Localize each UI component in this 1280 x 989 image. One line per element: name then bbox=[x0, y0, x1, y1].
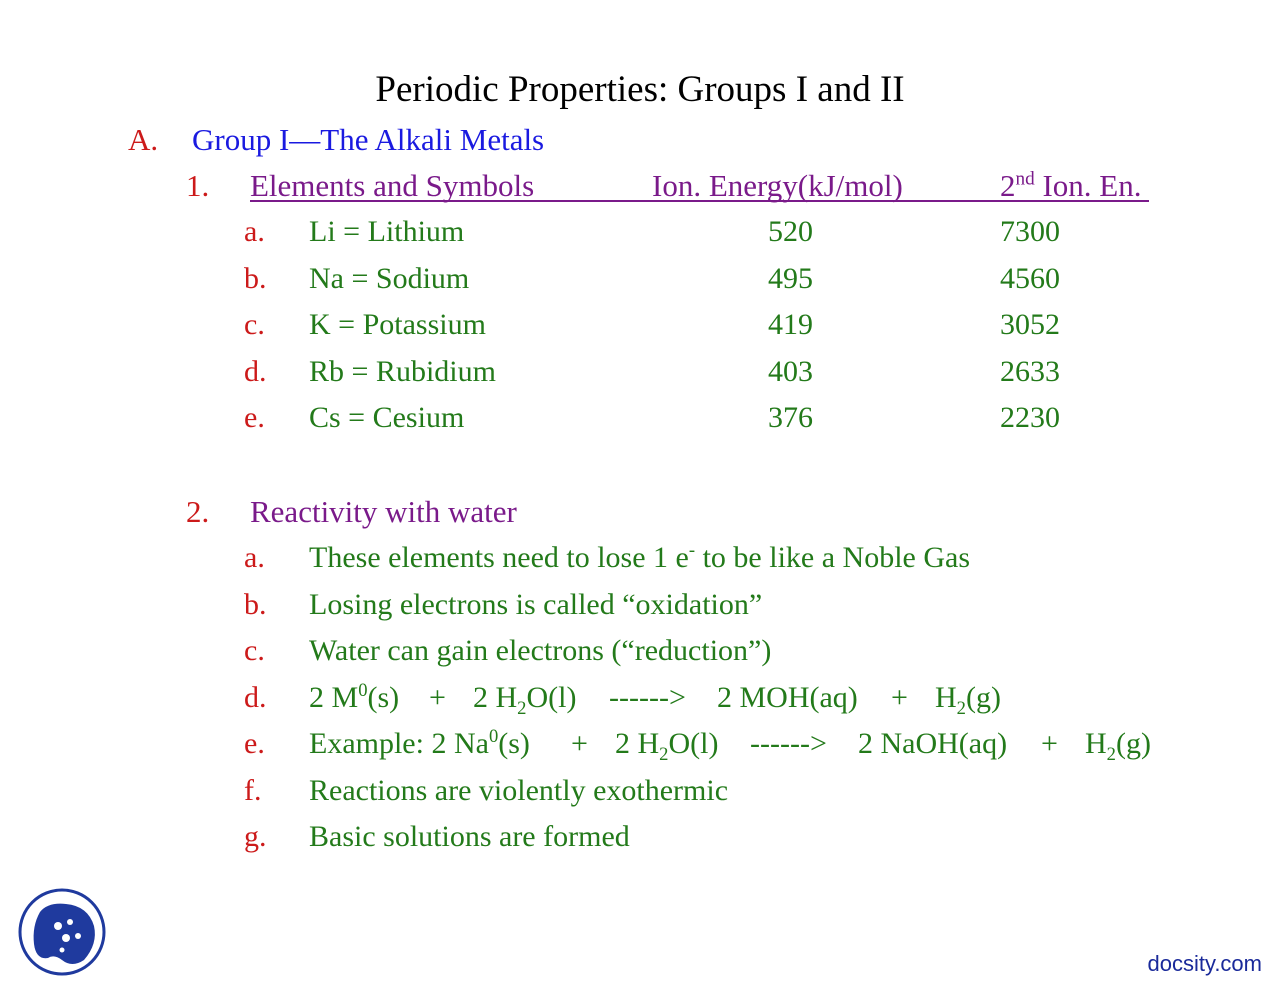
eq-part: (g) bbox=[965, 681, 1001, 714]
reactivity-item-a bbox=[309, 540, 970, 576]
eq-plus: + bbox=[891, 681, 908, 714]
eq-part: H bbox=[1085, 727, 1107, 760]
element-ie1: 419 bbox=[768, 308, 813, 341]
element-ie1: 520 bbox=[768, 215, 813, 248]
text-segment: These elements need to lose 1 e bbox=[309, 541, 689, 574]
element-ie2: 3052 bbox=[1000, 308, 1060, 341]
col-header-second-ion bbox=[1000, 168, 1141, 204]
superscript: - bbox=[688, 540, 696, 561]
eq-sub: 2 bbox=[659, 744, 669, 765]
docsity-brand[interactable]: docsity.com bbox=[1147, 951, 1262, 976]
element-letter: e. bbox=[244, 401, 265, 434]
element-ie1: 495 bbox=[768, 262, 813, 295]
reactivity-item-d-equation bbox=[309, 680, 399, 716]
eq-water bbox=[615, 726, 719, 765]
col-header-elements: Elements and Symbols bbox=[250, 168, 535, 203]
col3-rest: Ion. En. bbox=[1034, 168, 1142, 203]
element-ie2: 2230 bbox=[1000, 401, 1060, 434]
reactivity-letter: b. bbox=[244, 588, 267, 621]
item-2-number: 2. bbox=[186, 494, 210, 529]
element-name: Rb = Rubidium bbox=[309, 355, 496, 388]
element-letter: c. bbox=[244, 308, 265, 341]
reactivity-item-e-equation bbox=[309, 726, 530, 762]
eq-sub: 2 bbox=[956, 698, 966, 719]
element-name: K = Potassium bbox=[309, 308, 486, 341]
eq-arrow: ------> bbox=[609, 681, 686, 714]
reactivity-letter: d. bbox=[244, 681, 267, 714]
col3-sup: nd bbox=[1015, 168, 1035, 190]
eq-hydrogen bbox=[935, 680, 1001, 719]
eq-plus: + bbox=[429, 681, 446, 714]
element-letter: a. bbox=[244, 215, 265, 248]
reactivity-letter: e. bbox=[244, 727, 265, 760]
eq-plus: + bbox=[571, 727, 588, 760]
eq-sup: 0 bbox=[488, 726, 499, 747]
page-title: Periodic Properties: Groups I and II bbox=[375, 69, 905, 110]
reactivity-item-f: Reactions are violently exothermic bbox=[309, 774, 729, 807]
element-ie2: 2633 bbox=[1000, 355, 1060, 388]
element-ie2: 4560 bbox=[1000, 262, 1060, 295]
element-ie2: 7300 bbox=[1000, 215, 1060, 248]
section-a-heading: Group I—The Alkali Metals bbox=[192, 122, 545, 157]
eq-arrow: ------> bbox=[750, 727, 827, 760]
eq-part: O(l) bbox=[526, 681, 577, 714]
reactivity-letter: c. bbox=[244, 634, 265, 667]
element-ie1: 403 bbox=[768, 355, 813, 388]
eq-sub: 2 bbox=[517, 698, 527, 719]
eq-product: 2 NaOH(aq) bbox=[858, 727, 1008, 760]
eq-hydrogen bbox=[1085, 726, 1151, 765]
eq-part: 2 H bbox=[615, 727, 660, 760]
eq-plus: + bbox=[1041, 727, 1058, 760]
eq-part: (g) bbox=[1115, 727, 1151, 760]
reactivity-item-b: Losing electrons is called “oxidation” bbox=[309, 588, 763, 621]
reactivity-letter: f. bbox=[244, 774, 262, 807]
eq-part: 2 H bbox=[473, 681, 518, 714]
eq-part: O(l) bbox=[668, 727, 719, 760]
eq-sub: 2 bbox=[1106, 744, 1116, 765]
element-letter: d. bbox=[244, 355, 267, 388]
section-a-letter: A. bbox=[128, 122, 159, 157]
reactivity-letter: g. bbox=[244, 820, 267, 853]
element-name: Cs = Cesium bbox=[309, 401, 465, 434]
item-1-number: 1. bbox=[186, 168, 210, 203]
element-ie1: 376 bbox=[768, 401, 813, 434]
eq-part: 2 M bbox=[309, 681, 359, 714]
eq-part: Example: 2 Na bbox=[309, 727, 489, 760]
eq-part: (s) bbox=[367, 681, 400, 714]
element-name: Li = Lithium bbox=[309, 215, 465, 248]
text-segment: to be like a Noble Gas bbox=[695, 541, 970, 574]
header-underline bbox=[250, 200, 1149, 202]
col-header-ion-energy: Ion. Energy(kJ/mol) bbox=[652, 168, 903, 203]
docsity-logo-icon bbox=[18, 888, 106, 976]
reactivity-item-g: Basic solutions are formed bbox=[309, 820, 630, 853]
element-letter: b. bbox=[244, 262, 267, 295]
eq-product: 2 MOH(aq) bbox=[717, 681, 858, 714]
col3-base: 2 bbox=[1000, 168, 1016, 203]
eq-water bbox=[473, 680, 577, 719]
item-2-heading: Reactivity with water bbox=[250, 494, 517, 529]
reactivity-item-c: Water can gain electrons (“reduction”) bbox=[309, 634, 772, 667]
eq-sup: 0 bbox=[358, 680, 368, 701]
reactivity-letter: a. bbox=[244, 541, 265, 574]
eq-part: H bbox=[935, 681, 957, 714]
eq-part: (s) bbox=[498, 727, 530, 760]
element-name: Na = Sodium bbox=[309, 262, 470, 295]
